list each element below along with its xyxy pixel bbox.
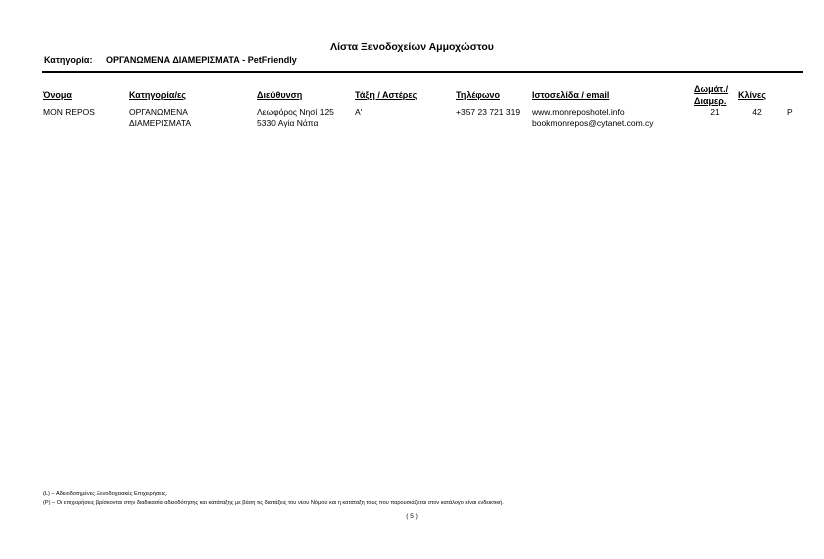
footnote-l: (L) – Αδειοδοτημένες Ξενοδοχειακές Επιχειρήσεις. (43, 491, 168, 497)
cell-name: MON REPOS (43, 107, 95, 117)
cell-category-line1: ΟΡΓΑΝΩΜΕΝΑ (129, 107, 188, 117)
page-number: ( 5 ) (406, 513, 418, 520)
document-title: Λίστα Ξενοδοχείων Αμμοχώστου (330, 41, 494, 53)
header-divider (42, 71, 803, 73)
cell-phone: +357 23 721 319 (456, 107, 521, 117)
cell-address-line1: Λεωφόρος Νησί 125 (257, 107, 334, 117)
header-website: Ιστοσελίδα / email (532, 90, 610, 100)
category-label: Κατηγορία: (44, 55, 93, 65)
category-value: ΟΡΓΑΝΩΜΕΝΑ ΔΙΑΜΕΡΙΣΜΑΤΑ - PetFriendly (106, 55, 297, 65)
header-name: Όνομα (43, 90, 72, 100)
cell-email: bookmonrepos@cytanet.com.cy (532, 118, 654, 128)
header-phone: Τηλέφωνο (456, 90, 500, 100)
header-beds: Κλίνες (738, 90, 766, 100)
header-category: Κατηγορία/ες (129, 90, 186, 100)
cell-address-line2: 5330 Αγία Νάπα (257, 118, 319, 128)
cell-beds: 42 (752, 107, 762, 117)
header-rank: Τάξη / Αστέρες (355, 90, 418, 100)
header-rooms-line2: Διαμερ. (694, 96, 727, 106)
cell-rank: Α' (355, 107, 363, 117)
cell-rooms: 21 (710, 107, 720, 117)
header-rooms-line1: Δωμάτ./ (694, 84, 729, 94)
footnote-p: (P) – Οι επιχειρήσεις βρίσκονται στην διαδικασία αδειοδότησης και κατάταξης με βάση τις διατάξεις του νέου Νόμου και η κατάταξη τους που παρουσιάζεται στον κατάλογο είναι ενδεικτική. (43, 500, 504, 506)
cell-category-line2: ΔΙΑΜΕΡΙΣΜΑΤΑ (129, 118, 192, 128)
cell-flag: P (787, 107, 793, 117)
header-address: Διεύθυνση (257, 90, 303, 100)
cell-website: www.monreposhotel.info (532, 107, 625, 117)
